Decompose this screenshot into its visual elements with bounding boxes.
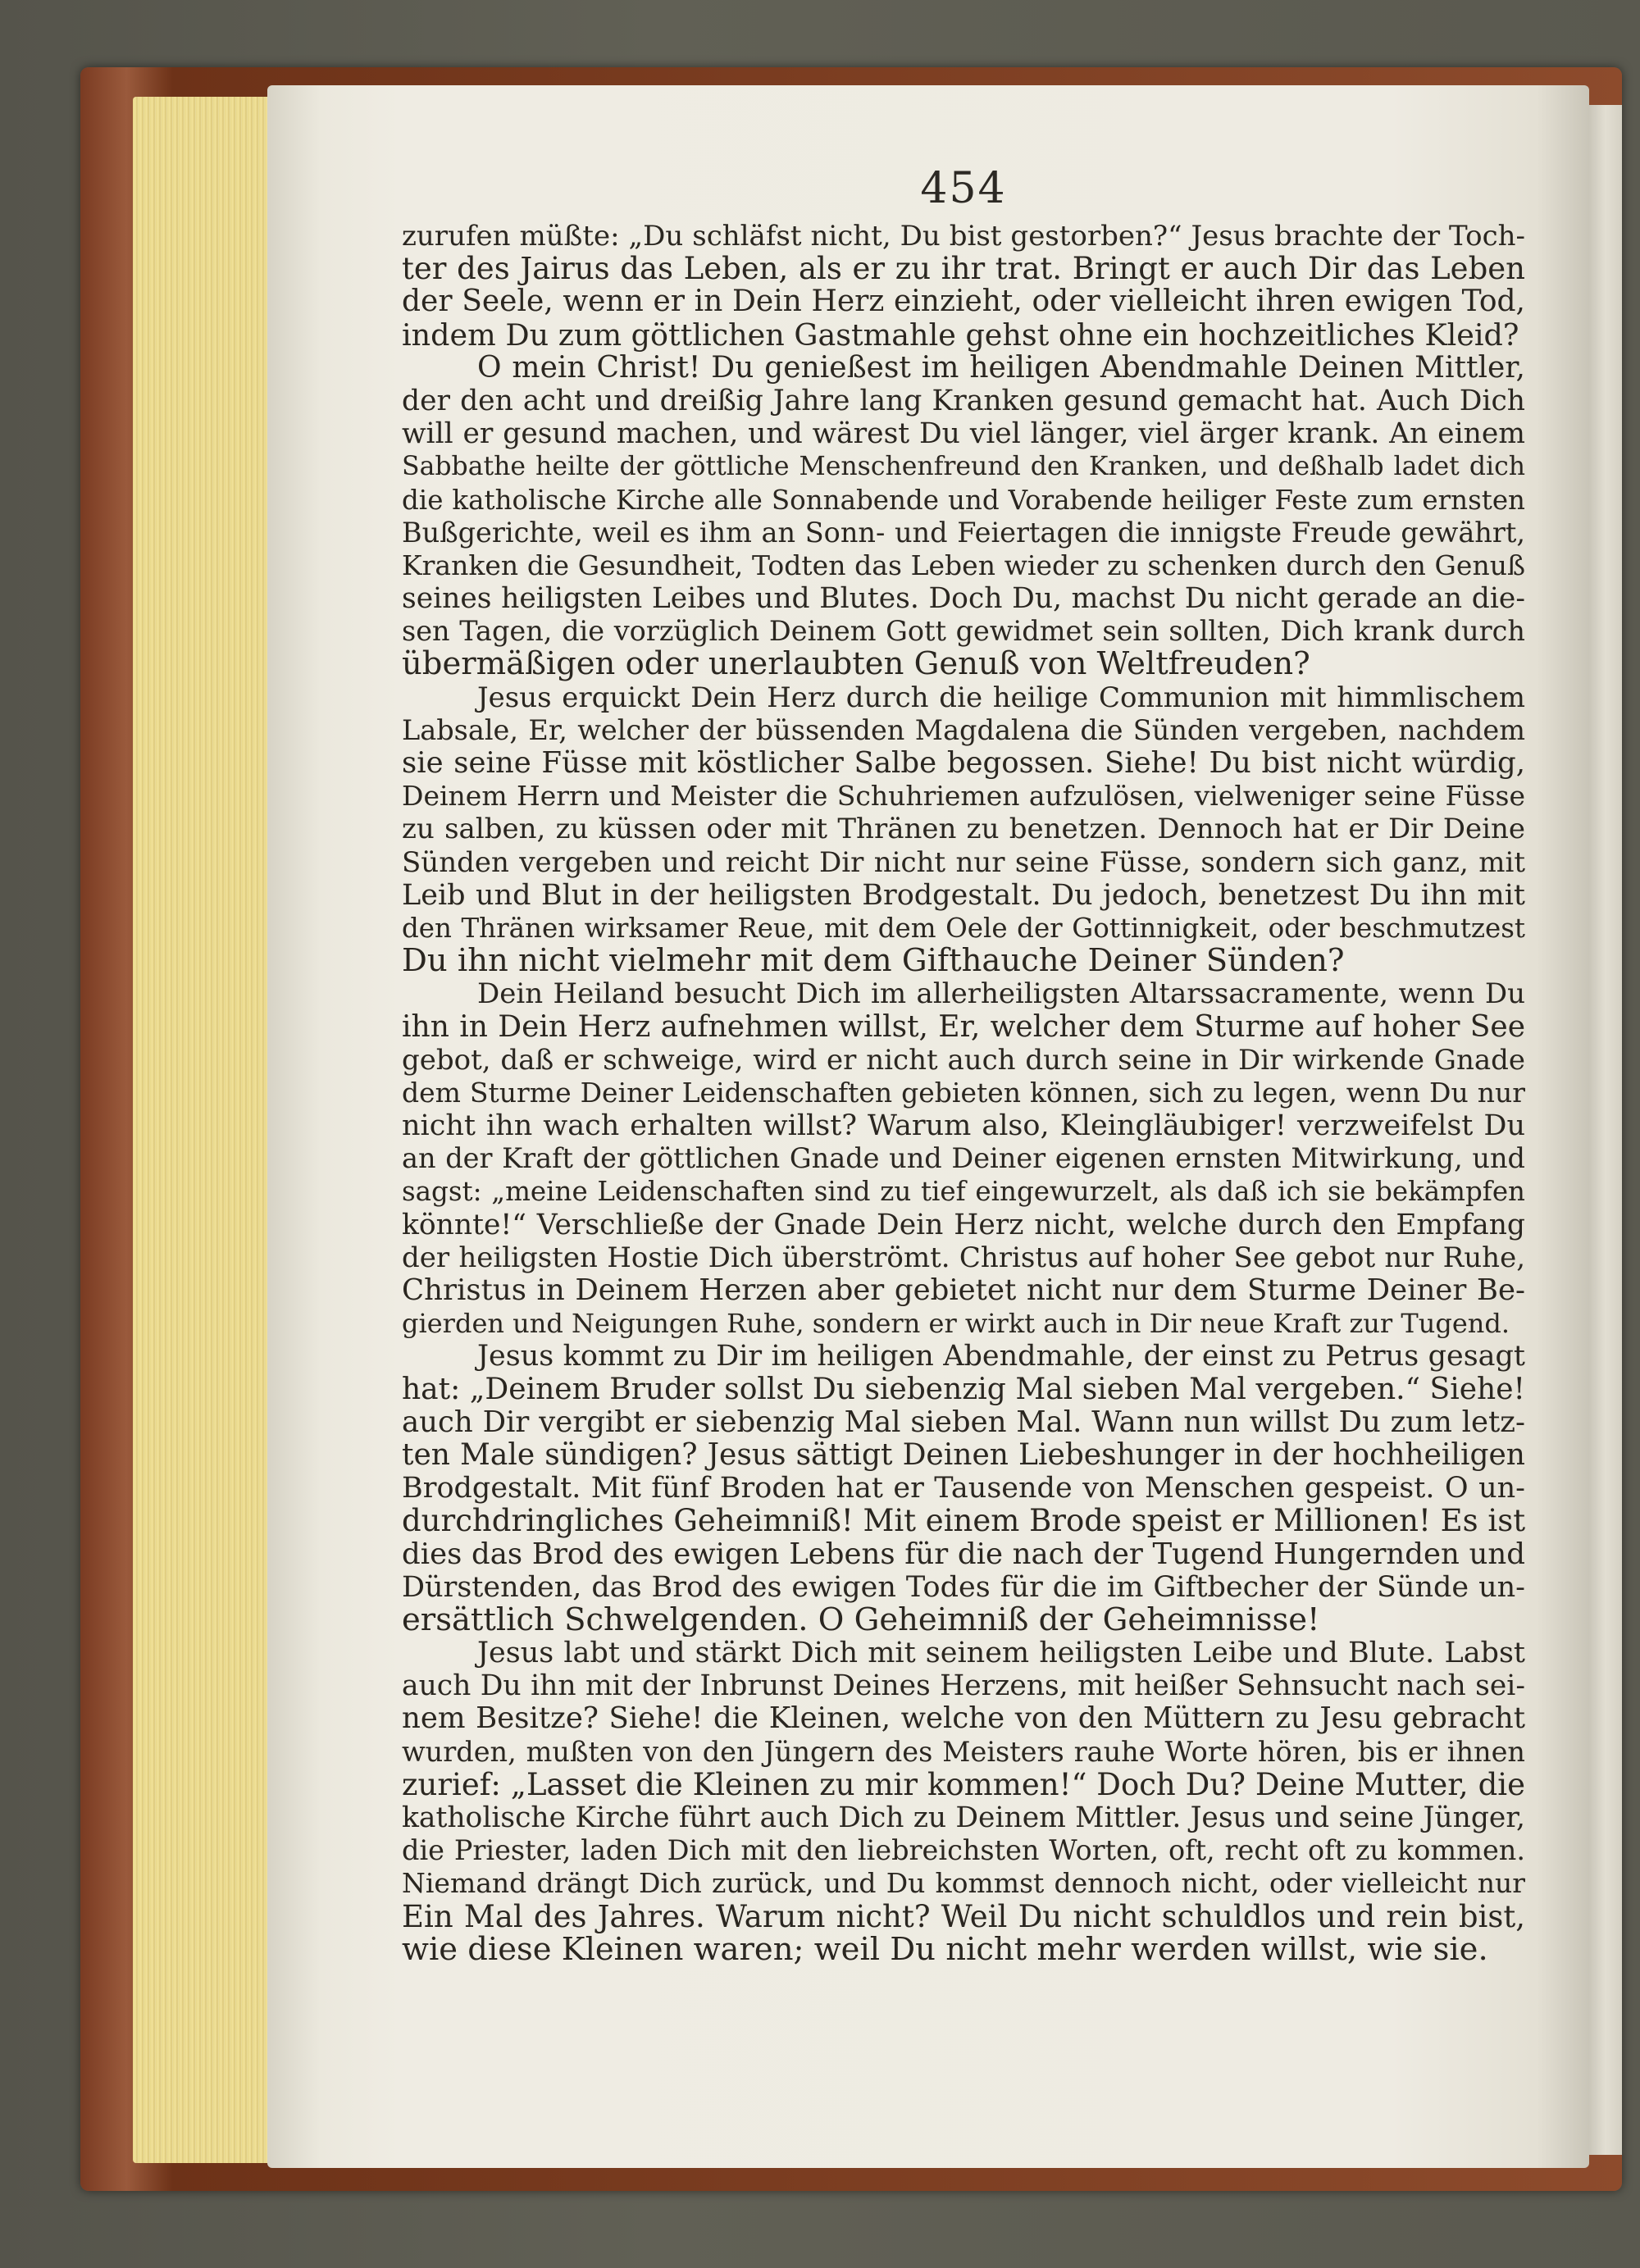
text-line: der Seele, wenn er in Dein Herz einzieht, oder vielleicht ihren ewigen Tod,	[402, 285, 1525, 319]
text-line: Sabbathe heilte der göttliche Menschenfreund den Kranken, und deßhalb ladet dich	[402, 452, 1525, 482]
text-line: Dürstenden, das Brod des ewigen Todes für die im Giftbecher der Sünde un-	[402, 1570, 1525, 1604]
text-line: könnte!“ Verschließe der Gnade Dein Herz nicht, welche durch den Empfang	[402, 1208, 1525, 1241]
text-line: indem Du zum göttlichen Gastmahle gehst ohne ein hochzeitliches Kleid?	[402, 318, 1519, 352]
text-line: der heiligsten Hostie Dich überströmt. Christus auf hoher See gebot nur Ruhe,	[402, 1241, 1525, 1274]
text-line: zu salben, zu küssen oder mit Thränen zu benetzen. Dennoch hat er Dir Deine	[402, 813, 1525, 846]
text-line: seines heiligsten Leibes und Blutes. Doch Du, machst Du nicht gerade an die-	[402, 582, 1525, 616]
text-line: ersättlich Schwelgenden. O Geheimniß der Geheimnisse!	[402, 1603, 1320, 1637]
text-line: die Priester, laden Dich mit den liebreichsten Worten, oft, recht oft zu kommen.	[402, 1834, 1525, 1867]
text-line: Kranken die Gesundheit, Todten das Leben wieder zu schenken durch den Genuß	[402, 549, 1525, 581]
text-line: nem Besitze? Siehe! die Kleinen, welche von den Müttern zu Jesu gebracht	[402, 1702, 1525, 1736]
text-line: ter des Jairus das Leben, als er zu ihr trat. Bringt er auch Dir das Leben	[402, 253, 1525, 286]
text-line: an der Kraft der göttlichen Gnade und Deiner eigenen ernsten Mitwirkung, und	[402, 1142, 1525, 1175]
text-line: Du ihn nicht vielmehr mit dem Gifthauche Deiner Sünden?	[402, 945, 1345, 978]
text-line: Jesus erquickt Dein Herz durch die heilige Communion mit himmlischem	[477, 681, 1525, 714]
text-line: will er gesund machen, und wärest Du viel länger, viel ärger krank. An einem	[402, 417, 1525, 451]
page-number: 454	[920, 164, 1007, 213]
text-line: ten Male sündigen? Jesus sättigt Deinen Liebeshunger in der hochheiligen	[402, 1438, 1525, 1472]
text-line: katholische Kirche führt auch Dich zu Deinem Mittler. Jesus und seine Jünger,	[402, 1801, 1525, 1834]
text-line: Christus in Deinem Herzen aber gebietet nicht nur dem Sturme Deiner Be-	[402, 1274, 1525, 1307]
text-line: wurden, mußten von den Jüngern des Meisters rauhe Worte hören, bis er ihnen	[402, 1735, 1525, 1768]
text-line: dies das Brod des ewigen Lebens für die nach der Tugend Hungernden und	[402, 1537, 1525, 1571]
text-line: den Thränen wirksamer Reue, mit dem Oele der Gottinnigkeit, oder beschmutzest	[402, 912, 1525, 944]
text-line: Leib und Blut in der heiligsten Brodgestalt. Du jedoch, benetzest Du ihn mit	[402, 878, 1525, 912]
text-line: zurufen müßte: „Du schläfst nicht, Du bist gestorben?“ Jesus brachte der Toch-	[402, 220, 1525, 253]
text-line: Deinem Herrn und Meister die Schuhriemen aufzulösen, vielweniger seine Füsse	[402, 780, 1525, 813]
text-line: Ein Mal des Jahres. Warum nicht? Weil Du nicht schuldlos und rein bist,	[402, 1900, 1525, 1933]
text-line: die katholische Kirche alle Sonnabende und Vorabende heiliger Feste zum ernsten	[402, 484, 1525, 516]
text-line: O mein Christ! Du genießest im heiligen Abendmahle Deinen Mittler,	[477, 351, 1525, 385]
text-line: auch Dir vergibt er siebenzig Mal sieben Mal. Wann nun willst Du zum letz-	[402, 1405, 1525, 1439]
text-line: durchdringliches Geheimniß! Mit einem Brode speist er Millionen! Es ist	[402, 1505, 1525, 1538]
text-line: sie seine Füsse mit köstlicher Salbe begossen. Siehe! Du bist nicht würdig,	[402, 747, 1525, 780]
text-line: Labsale, Er, welcher der büssenden Magdalena die Sünden vergeben, nachdem	[402, 713, 1525, 746]
text-line: Sünden vergeben und reicht Dir nicht nur seine Füsse, sondern sich ganz, mit	[402, 845, 1525, 879]
text-line: Niemand drängt Dich zurück, und Du kommst dennoch nicht, oder vielleicht nur	[402, 1867, 1525, 1900]
text-line: zurief: „Lasset die Kleinen zu mir kommen!“ Doch Du? Deine Mutter, die	[402, 1768, 1525, 1801]
text-line: Jesus labt und stärkt Dich mit seinem heiligsten Leibe und Blute. Labst	[477, 1637, 1525, 1670]
text-line: sen Tagen, die vorzüglich Deinem Gott gewidmet sein sollten, Dich krank durch	[402, 615, 1525, 648]
text-line: nicht ihn wach erhalten willst? Warum also, Kleingläubiger! verzweifelst Du	[402, 1109, 1525, 1143]
page-edges	[133, 97, 280, 2163]
text-line: der den acht und dreißig Jahre lang Kranken gesund gemacht hat. Auch Dich	[402, 384, 1525, 417]
text-line: übermäßigen oder unerlaubten Genuß von Weltfreuden?	[402, 648, 1310, 681]
text-line: wie diese Kleinen waren; weil Du nicht mehr werden willst, wie sie.	[402, 1933, 1488, 1966]
text-line: gebot, daß er schweige, wird er nicht auch durch seine in Dir wirkende Gnade	[402, 1043, 1525, 1077]
text-line: dem Sturme Deiner Leidenschaften gebieten können, sich zu legen, wenn Du nur	[402, 1076, 1525, 1109]
text-line: Bußgerichte, weil es ihm an Sonn- und Feiertagen die innigste Freude gewährt,	[402, 516, 1525, 549]
text-line: ihn in Dein Herz aufnehmen willst, Er, welcher dem Sturme auf hoher See	[402, 1010, 1525, 1044]
text-line: sagst: „meine Leidenschaften sind zu tief eingewurzelt, als daß ich sie bekämpfen	[402, 1176, 1525, 1208]
text-line: hat: „Deinem Bruder sollst Du siebenzig Mal sieben Mal vergeben.“ Siehe!	[402, 1373, 1525, 1406]
text-line: Brodgestalt. Mit fünf Broden hat er Tausende von Menschen gespeist. O un-	[402, 1472, 1525, 1505]
text-line: Jesus kommt zu Dir im heiligen Abendmahle, der einst zu Petrus gesagt	[477, 1340, 1525, 1373]
body-text	[402, 220, 1525, 1966]
text-line: Dein Heiland besucht Dich im allerheiligsten Altarssacramente, wenn Du	[477, 977, 1525, 1011]
text-line: gierden und Neigungen Ruhe, sondern er wirkt auch in Dir neue Kraft zur Tugend.	[402, 1308, 1510, 1340]
text-line: auch Du ihn mit der Inbrunst Deines Herzens, mit heißer Sehnsucht nach sei-	[402, 1669, 1525, 1703]
